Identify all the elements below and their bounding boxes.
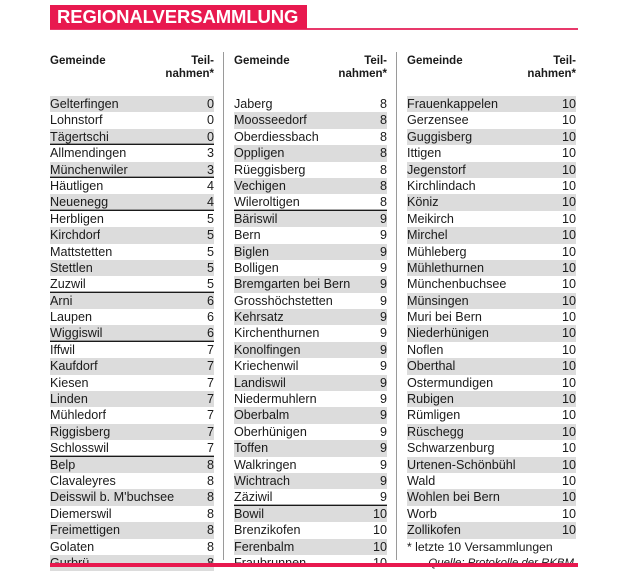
header-gemeinde: Gemeinde bbox=[407, 55, 463, 67]
municipality-name: Häutligen bbox=[50, 178, 104, 193]
municipality-name: Mühlethurnen bbox=[407, 260, 485, 275]
table-row bbox=[407, 424, 576, 440]
participation-count: 10 bbox=[561, 277, 576, 292]
municipality-name: Wileroltigen bbox=[234, 195, 300, 210]
participation-count: 10 bbox=[561, 129, 576, 144]
table-row bbox=[234, 522, 387, 538]
participation-count: 9 bbox=[379, 457, 387, 472]
municipality-name: Schlosswil bbox=[50, 441, 109, 456]
municipality-name: Ferenbalm bbox=[234, 539, 295, 554]
header-teilnahmen-line2: nahmen* bbox=[338, 67, 387, 80]
table-row bbox=[50, 539, 214, 555]
participation-count: 8 bbox=[206, 490, 214, 505]
participation-count: 6 bbox=[206, 293, 214, 308]
municipality-name: Herbligen bbox=[50, 211, 104, 226]
municipality-name: Jegenstorf bbox=[407, 162, 466, 177]
participation-count: 8 bbox=[379, 195, 387, 210]
municipality-name: Allmendingen bbox=[50, 146, 127, 161]
participation-count: 10 bbox=[561, 359, 576, 374]
table-row bbox=[50, 325, 214, 341]
footnote: * letzte 10 Versammlungen bbox=[407, 539, 553, 554]
municipality-name: Clavaleyres bbox=[50, 473, 116, 488]
participation-count: 8 bbox=[379, 97, 387, 111]
municipality-name: Kaufdorf bbox=[50, 359, 98, 374]
municipality-name: Gelterfingen bbox=[50, 97, 119, 111]
table-row bbox=[50, 522, 214, 538]
table-row bbox=[50, 358, 214, 374]
municipality-name: Ostermundigen bbox=[407, 375, 494, 390]
municipality-name: Wichtrach bbox=[234, 473, 290, 488]
participation-count: 10 bbox=[561, 293, 576, 308]
table-row bbox=[407, 375, 576, 391]
table-row bbox=[234, 342, 387, 358]
table-row bbox=[234, 440, 387, 456]
table-row bbox=[407, 407, 576, 423]
municipality-name: Wald bbox=[407, 473, 436, 488]
page-title: REGIONALVERSAMMLUNG bbox=[57, 5, 299, 27]
table-row bbox=[50, 342, 214, 358]
table-row bbox=[407, 325, 576, 341]
participation-count: 10 bbox=[561, 228, 576, 243]
table-row bbox=[234, 96, 387, 112]
participation-count: 9 bbox=[379, 293, 387, 308]
table-row bbox=[50, 457, 214, 473]
municipality-name: Münchenwiler bbox=[50, 162, 128, 177]
table-row bbox=[407, 129, 576, 145]
municipality-name: Frauenkappelen bbox=[407, 97, 499, 111]
municipality-name: Oberhünigen bbox=[234, 424, 307, 439]
participation-count: 3 bbox=[206, 146, 214, 161]
table-row bbox=[234, 129, 387, 145]
header-teilnahmen-line2: nahmen* bbox=[165, 67, 214, 80]
municipality-name: Kriechenwil bbox=[234, 359, 299, 374]
table-row bbox=[234, 145, 387, 161]
participation-count: 10 bbox=[561, 113, 576, 128]
table-row bbox=[50, 227, 214, 243]
table-row bbox=[234, 407, 387, 423]
municipality-name: Schwarzenburg bbox=[407, 441, 495, 456]
municipality-name: Wiggiswil bbox=[50, 326, 103, 341]
table-row bbox=[407, 358, 576, 374]
participation-count: 8 bbox=[379, 129, 387, 144]
table-row bbox=[234, 358, 387, 374]
column-header-1 bbox=[50, 52, 214, 96]
table-columns bbox=[50, 52, 578, 560]
table-row bbox=[50, 178, 214, 194]
participation-count: 5 bbox=[206, 228, 214, 243]
table-row bbox=[407, 342, 576, 358]
header-gemeinde: Gemeinde bbox=[234, 55, 290, 67]
table-row bbox=[234, 194, 387, 210]
table-row bbox=[407, 194, 576, 210]
table-row bbox=[234, 211, 387, 227]
municipality-name: Meikirch bbox=[407, 211, 454, 226]
participation-count: 10 bbox=[561, 441, 576, 456]
participation-count: 6 bbox=[206, 326, 214, 341]
municipality-name: Riggisberg bbox=[50, 424, 111, 439]
participation-count: 10 bbox=[561, 506, 576, 521]
participation-count: 9 bbox=[379, 424, 387, 439]
participation-count: 10 bbox=[561, 523, 576, 538]
table-row bbox=[234, 539, 387, 555]
table-row bbox=[234, 244, 387, 260]
participation-count: 7 bbox=[206, 359, 214, 374]
table-row bbox=[50, 473, 214, 489]
table-row bbox=[407, 162, 576, 178]
municipality-name: Iffwil bbox=[50, 342, 75, 357]
table-row bbox=[234, 391, 387, 407]
participation-count: 9 bbox=[379, 490, 387, 505]
table-body-2 bbox=[234, 96, 387, 571]
participation-count: 8 bbox=[379, 162, 387, 177]
municipality-name: Bern bbox=[234, 228, 261, 243]
municipality-name: Oberdiessbach bbox=[234, 129, 319, 144]
table-row bbox=[50, 162, 214, 178]
participation-count: 7 bbox=[206, 342, 214, 357]
participation-count: 4 bbox=[206, 178, 214, 193]
table-row bbox=[234, 457, 387, 473]
participation-count: 10 bbox=[561, 97, 576, 111]
municipality-name: Stettlen bbox=[50, 260, 93, 275]
municipality-name: Kirchlindach bbox=[407, 178, 476, 193]
municipality-name: Diemerswil bbox=[50, 506, 112, 521]
participation-count: 10 bbox=[561, 195, 576, 210]
municipality-name: Zuzwil bbox=[50, 277, 86, 292]
participation-count: 10 bbox=[561, 375, 576, 390]
table-row bbox=[234, 506, 387, 522]
participation-count: 10 bbox=[372, 523, 387, 538]
participation-count: 5 bbox=[206, 211, 214, 226]
participation-count: 10 bbox=[561, 178, 576, 193]
participation-count: 10 bbox=[561, 457, 576, 472]
participation-count: 7 bbox=[206, 408, 214, 423]
participation-count: 10 bbox=[561, 424, 576, 439]
table-row bbox=[234, 293, 387, 309]
municipality-name: Guggisberg bbox=[407, 129, 473, 144]
municipality-name: Linden bbox=[50, 392, 88, 407]
participation-count: 8 bbox=[379, 178, 387, 193]
municipality-name: Oberbalm bbox=[234, 408, 290, 423]
municipality-name: Gerzensee bbox=[407, 113, 469, 128]
municipality-name: Bolligen bbox=[234, 260, 279, 275]
participation-count: 8 bbox=[379, 146, 387, 161]
table-row bbox=[407, 309, 576, 325]
participation-count: 10 bbox=[561, 211, 576, 226]
participation-count: 10 bbox=[561, 244, 576, 259]
bottom-accent-bar bbox=[50, 563, 578, 567]
table-row bbox=[407, 260, 576, 276]
table-row bbox=[50, 424, 214, 440]
table-row bbox=[407, 227, 576, 243]
table-row bbox=[407, 506, 576, 522]
municipality-name: Konolfingen bbox=[234, 342, 301, 357]
participation-count: 9 bbox=[379, 392, 387, 407]
municipality-name: Kirchenthurnen bbox=[234, 326, 320, 341]
municipality-name: Mirchel bbox=[407, 228, 448, 243]
table-row bbox=[407, 112, 576, 128]
participation-count: 9 bbox=[379, 408, 387, 423]
table-column-1 bbox=[50, 52, 223, 560]
participation-count: 10 bbox=[561, 260, 576, 275]
participation-count: 0 bbox=[206, 129, 214, 144]
participation-count: 10 bbox=[561, 473, 576, 488]
table-row bbox=[50, 96, 214, 112]
table-row bbox=[234, 112, 387, 128]
table-row bbox=[234, 424, 387, 440]
municipality-name: Bowil bbox=[234, 506, 265, 521]
participation-count: 7 bbox=[206, 375, 214, 390]
municipality-name: Urtenen-Schönbühl bbox=[407, 457, 516, 472]
participation-count: 7 bbox=[206, 424, 214, 439]
participation-count: 9 bbox=[379, 342, 387, 357]
table-row bbox=[407, 457, 576, 473]
table-row bbox=[234, 325, 387, 341]
table-row bbox=[50, 129, 214, 145]
participation-count: 10 bbox=[561, 408, 576, 423]
municipality-name: Lohnstorf bbox=[50, 113, 103, 128]
title-bar bbox=[0, 0, 640, 40]
table-row bbox=[50, 211, 214, 227]
participation-count: 10 bbox=[561, 392, 576, 407]
table-row bbox=[50, 276, 214, 292]
municipality-name: Grosshöchstetten bbox=[234, 293, 333, 308]
municipality-name: Moosseedorf bbox=[234, 113, 307, 128]
header-teilnahmen-line1: Teil- bbox=[191, 55, 214, 67]
table-column-3 bbox=[396, 52, 578, 560]
municipality-name: Muri bei Bern bbox=[407, 310, 482, 325]
table-row bbox=[234, 162, 387, 178]
table-row bbox=[50, 489, 214, 505]
table-row bbox=[407, 178, 576, 194]
municipality-name: Bremgarten bei Bern bbox=[234, 277, 351, 292]
municipality-name: Biglen bbox=[234, 244, 270, 259]
municipality-name: Landiswil bbox=[234, 375, 286, 390]
participation-count: 7 bbox=[206, 392, 214, 407]
participation-count: 8 bbox=[206, 506, 214, 521]
table-row bbox=[407, 440, 576, 456]
participation-count: 10 bbox=[561, 342, 576, 357]
participation-count: 9 bbox=[379, 441, 387, 456]
table-row bbox=[234, 276, 387, 292]
municipality-name: Kehrsatz bbox=[234, 310, 284, 325]
participation-count: 9 bbox=[379, 359, 387, 374]
participation-count: 5 bbox=[206, 260, 214, 275]
municipality-name: Noflen bbox=[407, 342, 444, 357]
table-row bbox=[50, 260, 214, 276]
municipality-name: Kirchdorf bbox=[50, 228, 101, 243]
table-row bbox=[50, 375, 214, 391]
table-row bbox=[407, 145, 576, 161]
participation-count: 8 bbox=[206, 523, 214, 538]
municipality-name: Bäriswil bbox=[234, 211, 278, 226]
participation-count: 9 bbox=[379, 473, 387, 488]
table-row bbox=[50, 293, 214, 309]
municipality-name: Vechigen bbox=[234, 178, 286, 193]
municipality-name: Rüschegg bbox=[407, 424, 464, 439]
participation-count: 10 bbox=[372, 539, 387, 554]
municipality-name: Mattstetten bbox=[50, 244, 113, 259]
participation-count: 0 bbox=[206, 113, 214, 128]
table-row bbox=[50, 112, 214, 128]
table-row bbox=[234, 260, 387, 276]
table-row bbox=[407, 391, 576, 407]
table-row bbox=[407, 211, 576, 227]
title-badge bbox=[50, 5, 307, 29]
municipality-name: Wohlen bei Bern bbox=[407, 490, 500, 505]
municipality-name: Münsingen bbox=[407, 293, 469, 308]
municipality-name: Toffen bbox=[234, 441, 269, 456]
header-teilnahmen-line2: nahmen* bbox=[527, 67, 576, 80]
participation-count: 9 bbox=[379, 260, 387, 275]
table-row bbox=[50, 506, 214, 522]
municipality-name: Jaberg bbox=[234, 97, 273, 111]
participation-count: 7 bbox=[206, 441, 214, 456]
table-body-3 bbox=[407, 96, 576, 539]
municipality-name: Tägertschi bbox=[50, 129, 109, 144]
participation-count: 10 bbox=[561, 310, 576, 325]
table-row bbox=[234, 178, 387, 194]
municipality-name: Oberthal bbox=[407, 359, 456, 374]
participation-count: 0 bbox=[206, 97, 214, 111]
table-row bbox=[234, 375, 387, 391]
municipality-name: Laupen bbox=[50, 310, 93, 325]
municipality-name: Neuenegg bbox=[50, 195, 109, 210]
header-teilnahmen bbox=[527, 55, 576, 80]
participation-count: 10 bbox=[561, 146, 576, 161]
table-column-2 bbox=[223, 52, 396, 560]
participation-count: 10 bbox=[561, 490, 576, 505]
participation-count: 6 bbox=[206, 310, 214, 325]
municipality-name: Oppligen bbox=[234, 146, 285, 161]
municipality-name: Belp bbox=[50, 457, 76, 472]
municipality-name: Niederhünigen bbox=[407, 326, 489, 341]
table-row bbox=[234, 489, 387, 505]
header-gemeinde: Gemeinde bbox=[50, 55, 106, 67]
municipality-name: Kiesen bbox=[50, 375, 89, 390]
column-header-3 bbox=[407, 52, 576, 96]
participation-count: 8 bbox=[206, 539, 214, 554]
participation-count: 4 bbox=[206, 195, 214, 210]
table-row bbox=[234, 309, 387, 325]
participation-count: 9 bbox=[379, 228, 387, 243]
header-teilnahmen bbox=[165, 55, 214, 80]
header-teilnahmen-line1: Teil- bbox=[364, 55, 387, 67]
table-row bbox=[50, 145, 214, 161]
table-row bbox=[50, 194, 214, 210]
header-teilnahmen-line1: Teil- bbox=[553, 55, 576, 67]
participation-count: 9 bbox=[379, 310, 387, 325]
header-teilnahmen bbox=[338, 55, 387, 80]
municipality-name: Rüeggisberg bbox=[234, 162, 306, 177]
table-row bbox=[234, 227, 387, 243]
participation-count: 9 bbox=[379, 375, 387, 390]
participation-count: 8 bbox=[206, 457, 214, 472]
participation-count: 8 bbox=[206, 473, 214, 488]
participation-count: 9 bbox=[379, 244, 387, 259]
municipality-name: Zollikofen bbox=[407, 523, 461, 538]
municipality-name: Zäziwil bbox=[234, 490, 273, 505]
table-row bbox=[50, 391, 214, 407]
table-row bbox=[407, 473, 576, 489]
municipality-name: Rümligen bbox=[407, 408, 461, 423]
municipality-name: Brenzikofen bbox=[234, 523, 301, 538]
participation-count: 10 bbox=[561, 326, 576, 341]
participation-count: 5 bbox=[206, 277, 214, 292]
municipality-name: Münchenbuchsee bbox=[407, 277, 507, 292]
participation-count: 9 bbox=[379, 211, 387, 226]
municipality-name: Rubigen bbox=[407, 392, 454, 407]
table-row bbox=[407, 522, 576, 538]
table-row bbox=[407, 293, 576, 309]
municipality-name: Golaten bbox=[50, 539, 95, 554]
municipality-name: Freimettigen bbox=[50, 523, 120, 538]
participation-count: 9 bbox=[379, 277, 387, 292]
municipality-name: Deisswil b. M'buchsee bbox=[50, 490, 175, 505]
table-row bbox=[234, 473, 387, 489]
table-row bbox=[50, 244, 214, 260]
table-row bbox=[407, 489, 576, 505]
municipality-name: Mühledorf bbox=[50, 408, 107, 423]
participation-count: 3 bbox=[206, 162, 214, 177]
table-row bbox=[50, 407, 214, 423]
table-body-1 bbox=[50, 96, 214, 571]
municipality-name: Arni bbox=[50, 293, 73, 308]
column-header-2 bbox=[234, 52, 387, 96]
participation-count: 5 bbox=[206, 244, 214, 259]
table-row bbox=[407, 276, 576, 292]
municipality-name: Walkringen bbox=[234, 457, 297, 472]
municipality-name: Köniz bbox=[407, 195, 439, 210]
participation-count: 10 bbox=[561, 162, 576, 177]
table-row bbox=[50, 440, 214, 456]
municipality-name: Worb bbox=[407, 506, 437, 521]
municipality-name: Mühleberg bbox=[407, 244, 467, 259]
table-row bbox=[407, 244, 576, 260]
table-row bbox=[50, 309, 214, 325]
participation-count: 10 bbox=[372, 506, 387, 521]
table-row bbox=[407, 96, 576, 112]
municipality-name: Niedermuhlern bbox=[234, 392, 317, 407]
participation-count: 9 bbox=[379, 326, 387, 341]
municipality-name: Ittigen bbox=[407, 146, 442, 161]
participation-count: 8 bbox=[379, 113, 387, 128]
